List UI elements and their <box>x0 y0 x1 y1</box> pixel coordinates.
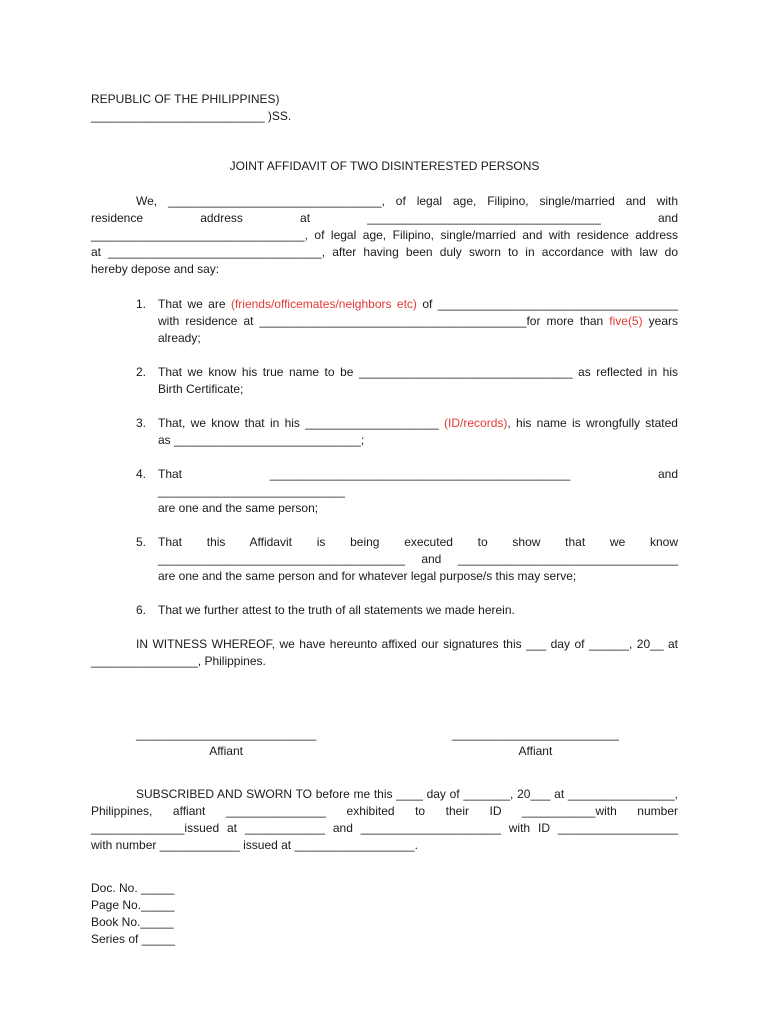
ss-line: __________________________ )SS. <box>91 109 292 123</box>
jurat-line-4: with number ____________ issued at __________________. <box>91 838 418 852</box>
affiant-signature-left <box>136 726 316 760</box>
intro-residence: residence <box>91 211 144 225</box>
affidavit-document <box>91 91 678 948</box>
list-item <box>91 466 678 517</box>
republic-header: REPUBLIC OF THE PHILIPPINES) <box>91 92 280 106</box>
intro-address: address <box>200 211 243 225</box>
item-text: with residence at ________________________________________for more than <box>158 314 610 328</box>
item-4-line-1: That _____________________________________________ and ____________________________ <box>158 467 678 498</box>
intro-line-2 <box>91 210 678 227</box>
item-3-line-1 <box>158 415 678 432</box>
item-2-line-1: That we know his true name to be ________________________________ as reflected in his <box>158 365 678 379</box>
intro-at: at <box>300 211 311 225</box>
signature-line: _________________________ <box>452 727 619 741</box>
item-3-line-2: as ____________________________; <box>158 433 365 447</box>
affiant-label: Affiant <box>209 744 243 758</box>
jurat-line-1: SUBSCRIBED AND SWORN TO before me this ____ day of _______, 20___ at ________________, <box>136 787 678 801</box>
item-number: 3. <box>136 416 147 430</box>
book-no: Book No._____ <box>91 915 174 929</box>
notarial-register <box>91 880 678 948</box>
item-5-line-2: _____________________________________ and _________________________________ <box>158 552 678 566</box>
list-item <box>91 296 678 347</box>
item-5-line-3: are one and the same person and for whatever legal purpose/s this may serve; <box>158 569 577 583</box>
document-title: JOINT AFFIDAVIT OF TWO DISINTERESTED PERSONS <box>229 159 540 173</box>
item-text: That, we know that in his ____________________ <box>158 416 445 430</box>
intro-line-3: ________________________________, of legal age, Filipino, single/married and with residence address <box>91 228 678 242</box>
item-number: 5. <box>136 535 147 549</box>
doc-no: Doc. No. _____ <box>91 881 175 895</box>
item-text: That we are <box>158 297 231 311</box>
jurat-paragraph <box>91 786 678 854</box>
intro-line-5: hereby depose and say: <box>91 262 220 276</box>
item-text: of ____________________________________ <box>416 297 679 311</box>
item-5-line-1: That this Affidavit is being executed to show that we know <box>158 535 678 549</box>
item-2-line-2: Birth Certificate; <box>158 382 244 396</box>
intro-blank: ___________________________________ <box>367 211 601 225</box>
page-no: Page No._____ <box>91 898 175 912</box>
id-records-placeholder: (ID/records) <box>444 416 508 430</box>
relationship-placeholder: (friends/officemates/neighbors etc) <box>230 297 417 311</box>
witness-line-2: ________________, Philippines. <box>91 654 266 668</box>
witness-line-1: IN WITNESS WHEREOF, we have hereunto affixed our signatures this ___ day of ______, 20__ at <box>136 637 678 651</box>
intro-line-1: We, ________________________________, of legal age, Filipino, single/married and with <box>136 194 678 208</box>
item-1-line-3: already; <box>158 331 201 345</box>
list-item <box>91 364 678 398</box>
item-6-line-1: That we further attest to the truth of all statements we made herein. <box>158 603 515 617</box>
list-item <box>91 534 678 585</box>
list-item <box>91 602 678 619</box>
jurat-line-3: ______________issued at ____________ and _____________________ with ID __________________ <box>91 821 678 835</box>
affiant-label: Affiant <box>518 744 553 758</box>
item-4-line-2: are one and the same person; <box>158 501 319 515</box>
statement-list <box>91 296 678 619</box>
years-placeholder: five(5) <box>609 314 643 328</box>
series-of: Series of _____ <box>91 932 176 946</box>
affiant-signature-right <box>452 726 619 760</box>
item-1-line-2 <box>158 313 678 330</box>
item-text: , his name is wrongfully stated <box>507 416 678 430</box>
jurat-line-2: Philippines, affiant _______________ exhibited to their ID ___________with number <box>91 804 678 818</box>
signature-line: ___________________________ <box>136 727 317 741</box>
item-number: 1. <box>136 297 147 311</box>
witness-paragraph <box>91 636 678 670</box>
intro-line-4: at ________________________________, after having been duly sworn to in accordance with law do <box>91 245 678 259</box>
item-number: 4. <box>136 467 147 481</box>
item-number: 2. <box>136 365 147 379</box>
signature-row <box>91 726 678 760</box>
intro-paragraph <box>91 193 678 278</box>
intro-and: and <box>657 211 678 225</box>
item-text: years <box>642 314 678 328</box>
item-number: 6. <box>136 603 147 617</box>
item-1-line-1 <box>158 296 678 313</box>
list-item <box>91 415 678 449</box>
